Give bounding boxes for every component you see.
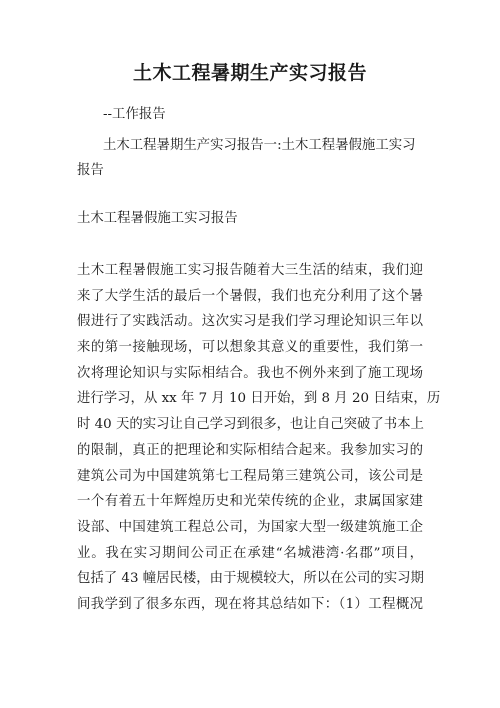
body-line: 建筑公司为中国建筑第七工程局第三建筑公司，该公司是 [77,468,423,484]
body-line: 进行学习，从 xx 年 7 月 10 日开始，到 8 月 20 日结束，历 [77,391,441,407]
body-line: 包括了 43 幢居民楼，由于规模较大，所以在公司的实习期 [77,571,424,587]
document-subtitle: --工作报告 [103,107,166,122]
body-line: 假进行了实践活动。这次实习是我们学习理论知识三年以 [77,314,423,330]
body-line: 次将理论知识与实际相结合。我也不例外来到了施工现场 [77,365,423,381]
body-line: 来的第一接触现场，可以想象其意义的重要性，我们第一 [77,340,423,356]
body-line: 来了大学生活的最后一个暑假，我们也充分利用了这个暑 [77,288,423,304]
body-line: 时 40 天的实习让自己学习到很多，也让自己突破了书本上 [77,417,424,433]
body-line: 一个有着五十年辉煌历史和光荣传统的企业，隶属国家建 [77,494,423,510]
body-line: 的限制，真正的把理论和实际相结合起来。我参加实习的 [77,442,423,458]
intro-line-1: 土木工程暑期生产实习报告一:土木工程暑假施工实习 [103,138,416,153]
body-line: 间我学到了很多东西，现在将其总结如下：（1）工程概况 [77,596,423,612]
body-line: 土木工程暑假施工实习报告随着大三生活的结束，我们迎 [77,263,423,278]
section-heading: 土木工程暑假施工实习报告 [77,211,238,226]
document-title: 土木工程暑期生产实习报告 [132,62,367,84]
intro-line-2: 报告 [77,163,104,178]
body-line: 业。我在实习期间公司正在承建“名城港湾·名郡”项目， [77,545,423,561]
body-paragraph [77,262,441,622]
body-line: 设部、中国建筑工程总公司，为国家大型一级建筑施工企 [77,519,423,535]
